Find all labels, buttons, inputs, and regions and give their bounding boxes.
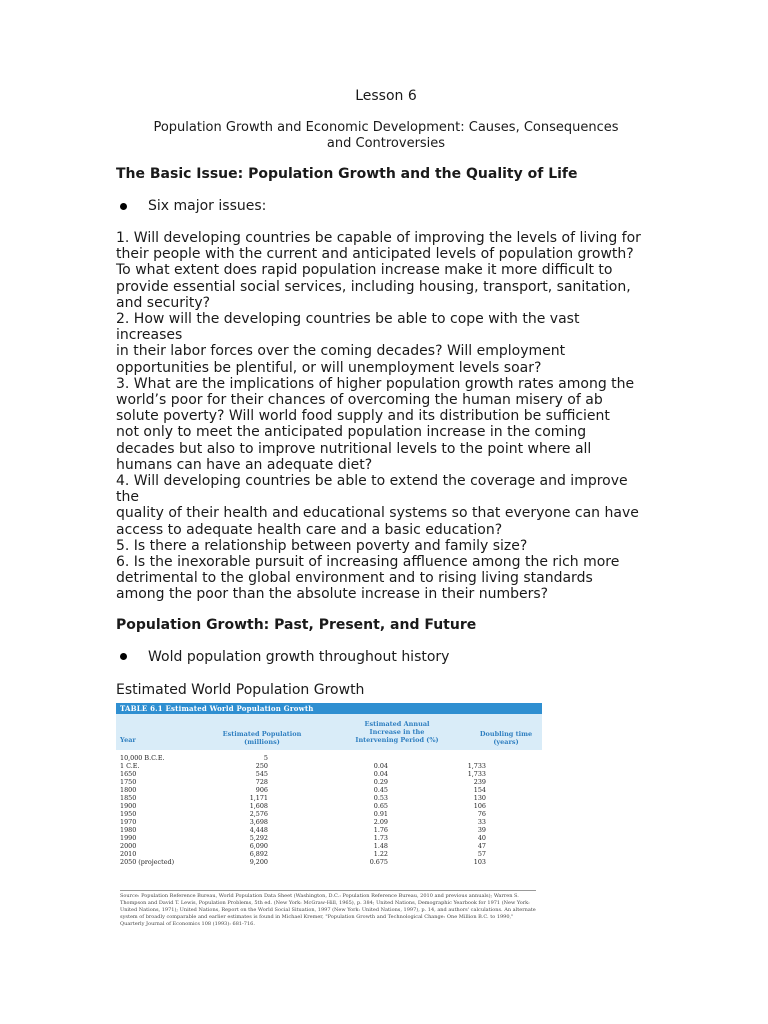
- issues-line: 4. Will developing countries be able to extend the coverage and improve: [116, 473, 628, 490]
- cell-increase: 0.675: [369, 858, 388, 866]
- table-title: TABLE 6.1 Estimated World Population Growth: [120, 704, 314, 713]
- issues-line: in their labor forces over the coming decades? Will employment: [116, 343, 566, 360]
- cell-population: 1,171: [249, 794, 268, 802]
- header-population: Estimated Population (millions): [222, 730, 302, 746]
- document-page: [116, 86, 656, 698]
- bullet-icon: [120, 653, 127, 660]
- header-increase: Estimated Annual Increase in the Intervening Period (%): [355, 720, 439, 744]
- table-title-bar: [116, 703, 542, 714]
- issues-line: 3. What are the implications of higher population growth rates among the: [116, 375, 635, 392]
- cell-population: 6,892: [249, 850, 268, 858]
- table-row: [116, 850, 542, 858]
- cell-doubling: 47: [477, 842, 486, 850]
- issues-line: humans can have an adequate diet?: [116, 456, 373, 473]
- issues-line: increases: [116, 327, 183, 344]
- issues-line: decades but also to improve nutritional levels to the point where all: [116, 440, 592, 457]
- issues-line: provide essential social services, including housing, transport, sanitation,: [116, 278, 631, 295]
- cell-year: 10,000 B.C.E.: [120, 754, 165, 762]
- document-subtitle: [116, 120, 656, 152]
- issues-line: detrimental to the global environment and to rising living standards: [116, 570, 593, 587]
- issues-line: world’s poor for their chances of overcoming the human misery of ab: [116, 392, 603, 409]
- cell-doubling: 33: [477, 818, 486, 826]
- cell-population: 6,090: [249, 842, 268, 850]
- cell-year: 2000: [120, 842, 137, 850]
- cell-doubling: 239: [473, 778, 486, 786]
- subtitle-line: and Controversies: [326, 136, 446, 151]
- cell-population: 906: [255, 786, 268, 794]
- cell-population: 545: [255, 770, 268, 778]
- issues-line: 2. How will the developing countries be able to cope with the vast: [116, 311, 580, 328]
- cell-doubling: 39: [477, 826, 486, 834]
- cell-doubling: 57: [477, 850, 486, 858]
- cell-year: 1800: [120, 786, 137, 794]
- issues-line: 5. Is there a relationship between poverty and family size?: [116, 537, 528, 554]
- cell-increase: 0.04: [373, 770, 388, 778]
- cell-doubling: 1,733: [467, 762, 486, 770]
- cell-population: 728: [255, 778, 268, 786]
- cell-doubling: 103: [473, 858, 486, 866]
- table-row: [116, 802, 542, 810]
- issues-line: solute poverty? Will world food supply and its distribution be sufficient: [116, 408, 610, 425]
- table-caption: Estimated World Population Growth: [116, 681, 365, 698]
- issues-line: 1. Will developing countries be capable of improving the levels of living for: [116, 230, 641, 246]
- table-header-band: [116, 714, 542, 750]
- bullet-icon: [120, 203, 127, 210]
- cell-population: 9,200: [249, 858, 268, 866]
- lesson-title: Lesson 6: [355, 88, 417, 104]
- issues-line: their people with the current and anticipated levels of population growth?: [116, 246, 634, 263]
- cell-doubling: 106: [473, 802, 486, 810]
- cell-increase: 0.65: [373, 802, 388, 810]
- header-doubling: Doubling time (years): [479, 730, 533, 746]
- cell-increase: 0.53: [373, 794, 388, 802]
- issues-paragraph: [116, 230, 656, 603]
- cell-year: 1900: [120, 802, 137, 810]
- cell-increase: 1.76: [373, 826, 388, 834]
- table-row: [116, 778, 542, 786]
- cell-population: 1,608: [249, 802, 268, 810]
- cell-year: 1970: [120, 818, 137, 826]
- table-row: [116, 794, 542, 802]
- cell-year: 1750: [120, 778, 137, 786]
- cell-increase: 0.04: [373, 762, 388, 770]
- table-row: [116, 834, 542, 842]
- table-row: [116, 770, 542, 778]
- cell-population: 3,698: [249, 818, 268, 826]
- issues-line: access to adequate health care and a basic education?: [116, 521, 503, 538]
- table-row: [116, 842, 542, 850]
- cell-year: 2050 (projected): [120, 858, 175, 866]
- table-row: [116, 786, 542, 794]
- table-row: [116, 858, 542, 866]
- cell-doubling: 40: [477, 834, 486, 842]
- cell-population: 2,576: [249, 810, 268, 818]
- cell-doubling: 1,733: [467, 770, 486, 778]
- cell-year: 1850: [120, 794, 137, 802]
- cell-year: 1990: [120, 834, 137, 842]
- table-row: [116, 754, 542, 762]
- bullet-text: Six major issues:: [148, 198, 267, 214]
- issues-line: 6. Is the inexorable pursuit of increasing affluence among the rich more: [116, 554, 620, 571]
- bullet-item: [116, 648, 656, 666]
- cell-increase: 0.29: [373, 778, 388, 786]
- table-row: [116, 826, 542, 834]
- cell-doubling: 154: [473, 786, 486, 794]
- bullet-text: Wold population growth throughout history: [148, 648, 450, 665]
- section-heading-basic-issue: The Basic Issue: Population Growth and the Quality of Life: [116, 166, 578, 182]
- issues-line: the: [116, 489, 139, 506]
- table-body: [116, 754, 542, 866]
- issues-line: among the poor than the absolute increase in their numbers?: [116, 586, 549, 603]
- bullet-item: [116, 197, 656, 215]
- cell-population: 4,448: [249, 826, 268, 834]
- cell-year: 1 C.E.: [120, 762, 140, 770]
- table-row: [116, 818, 542, 826]
- header-year: Year: [120, 736, 136, 744]
- cell-increase: 0.45: [373, 786, 388, 794]
- cell-increase: 1.73: [373, 834, 388, 842]
- issues-line: To what extent does rapid population increase make it more difficult to: [116, 262, 613, 279]
- subtitle-line: Population Growth and Economic Development: Causes, Consequences: [153, 120, 619, 135]
- cell-increase: 2.09: [373, 818, 388, 826]
- table-row: [116, 810, 542, 818]
- table-row: [116, 762, 542, 770]
- cell-population: 5: [263, 754, 268, 762]
- cell-year: 1650: [120, 770, 137, 778]
- population-table-image: [116, 703, 542, 927]
- cell-increase: 1.48: [373, 842, 388, 850]
- table-source-note: Source: Population Reference Bureau, World Population Data Sheet (Washington, D.C.: Population Reference Bureau, 2010 and previous annuals); Warren S. Thompson and David T. Lewis, Population Problems, 5th ed. (New York: McGraw-Hill, 1965), p. 384; United Nations, Demographic Yearbook for 1971 (New York: United Nations, 1971); United Nations, Report on the World Social Situation, 1997 (New York: United Nations, 1997), p. 14, and authors' calculations. An alternate system of broadly comparable and earlier estimates is found in Michael Kremer, "Population Growth and Technological Change: One Million B.C. to 1990," Quarterly Journal of Economics 108 (1993): 681-716.: [120, 890, 536, 928]
- cell-increase: 1.22: [373, 850, 388, 858]
- issues-line: not only to meet the anticipated population increase in the coming: [116, 424, 587, 441]
- cell-year: 1950: [120, 810, 137, 818]
- cell-population: 250: [255, 762, 268, 770]
- issues-line: quality of their health and educational systems so that everyone can have: [116, 505, 639, 522]
- cell-population: 5,292: [249, 834, 268, 842]
- cell-year: 2010: [120, 850, 137, 858]
- cell-doubling: 130: [473, 794, 486, 802]
- issues-line: and security?: [116, 294, 211, 311]
- issues-line: opportunities be plentiful, or will unemployment levels soar?: [116, 359, 542, 376]
- cell-doubling: 76: [477, 810, 486, 818]
- cell-increase: 0.91: [373, 810, 388, 818]
- section-heading-population-growth: Population Growth: Past, Present, and Future: [116, 616, 477, 633]
- cell-year: 1980: [120, 826, 137, 834]
